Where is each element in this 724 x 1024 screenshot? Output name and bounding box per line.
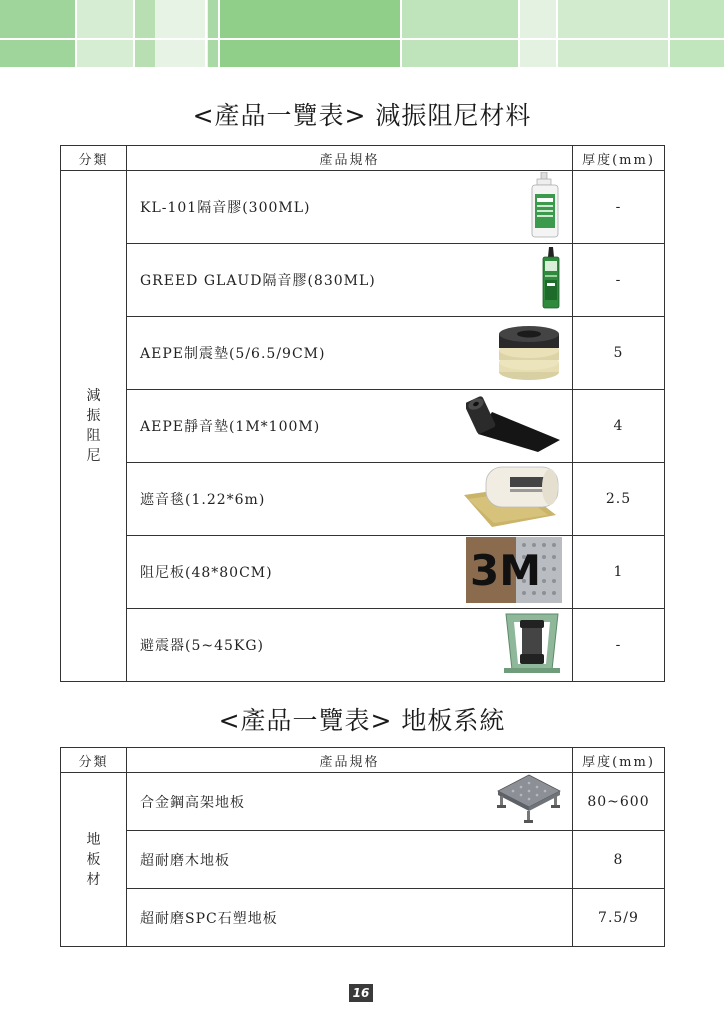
spec-cell [127,536,573,609]
spec-cell [127,773,573,831]
section-title-damping: <產品一覽表> 減振阻尼材料 [192,101,532,130]
table-header-row [61,146,665,171]
thickness-cell: - [573,171,665,244]
spring-isolator-icon [502,612,562,678]
product-name: 合金鋼高架地板 [140,794,245,811]
thickness-cell: 5 [573,317,665,390]
spec-cell [127,463,573,536]
header-category: 分類 [61,146,127,171]
damping-materials-table [60,145,665,682]
product-name: AEPE靜音墊(1M*100M) [140,419,321,435]
thickness-cell: 7.5/9 [573,889,665,947]
foam-tape-rolls-icon [496,318,562,388]
acoustic-blanket-roll-icon [462,465,562,533]
product-name: 遮音毯(1.22*6m) [140,492,266,508]
table-row [61,831,665,889]
category-cell: 減 振 阻 尼 [61,171,127,682]
spec-cell [127,171,573,244]
thickness-cell: 80~600 [573,773,665,831]
table-row [61,889,665,947]
flooring-table [60,747,665,947]
category-cell: 地 板 材 [61,773,127,947]
brand-3m-text: 3M [470,546,542,595]
spec-cell [127,390,573,463]
table-row [61,609,665,682]
thickness-cell: 4 [573,390,665,463]
table-row [61,536,665,609]
thickness-cell: 2.5 [573,463,665,536]
white-glue-tube-icon [528,172,562,242]
table-row [61,463,665,536]
header-band [0,0,724,67]
spec-cell [127,609,573,682]
header-thickness: 厚度(mm) [573,748,665,773]
product-name: GREED GLAUD隔音膠(830ML) [140,273,376,289]
table-row [61,317,665,390]
spec-cell [127,831,573,889]
green-sealant-cartridge-icon [540,247,562,313]
table-row [61,773,665,831]
product-name: 阻尼板(48*80CM) [140,565,273,581]
table-row [61,171,665,244]
thickness-cell: - [573,244,665,317]
product-name: AEPE制震墊(5/6.5/9CM) [140,346,326,362]
product-name: 超耐磨SPC石塑地板 [140,910,278,927]
page-number: 16 [349,984,373,1002]
table-row [61,244,665,317]
header-category: 分類 [61,748,127,773]
thickness-cell: 8 [573,831,665,889]
product-name: 超耐磨木地板 [140,852,230,869]
thickness-cell: 1 [573,536,665,609]
table-header-row [61,748,665,773]
spec-cell [127,317,573,390]
header-spec: 產品規格 [127,146,573,171]
section-title-flooring: <產品一覽表> 地板系統 [218,706,506,735]
spec-cell [127,244,573,317]
table-row [61,390,665,463]
header-thickness: 厚度(mm) [573,146,665,171]
black-mat-roll-icon [466,394,562,458]
raised-floor-panel-icon [496,773,562,831]
damping-sheet-3m-icon [466,537,562,607]
spec-cell [127,889,573,947]
thickness-cell: - [573,609,665,682]
product-name: KL-101隔音膠(300ML) [140,200,311,216]
product-name: 避震器(5~45KG) [140,638,265,654]
header-spec: 產品規格 [127,748,573,773]
